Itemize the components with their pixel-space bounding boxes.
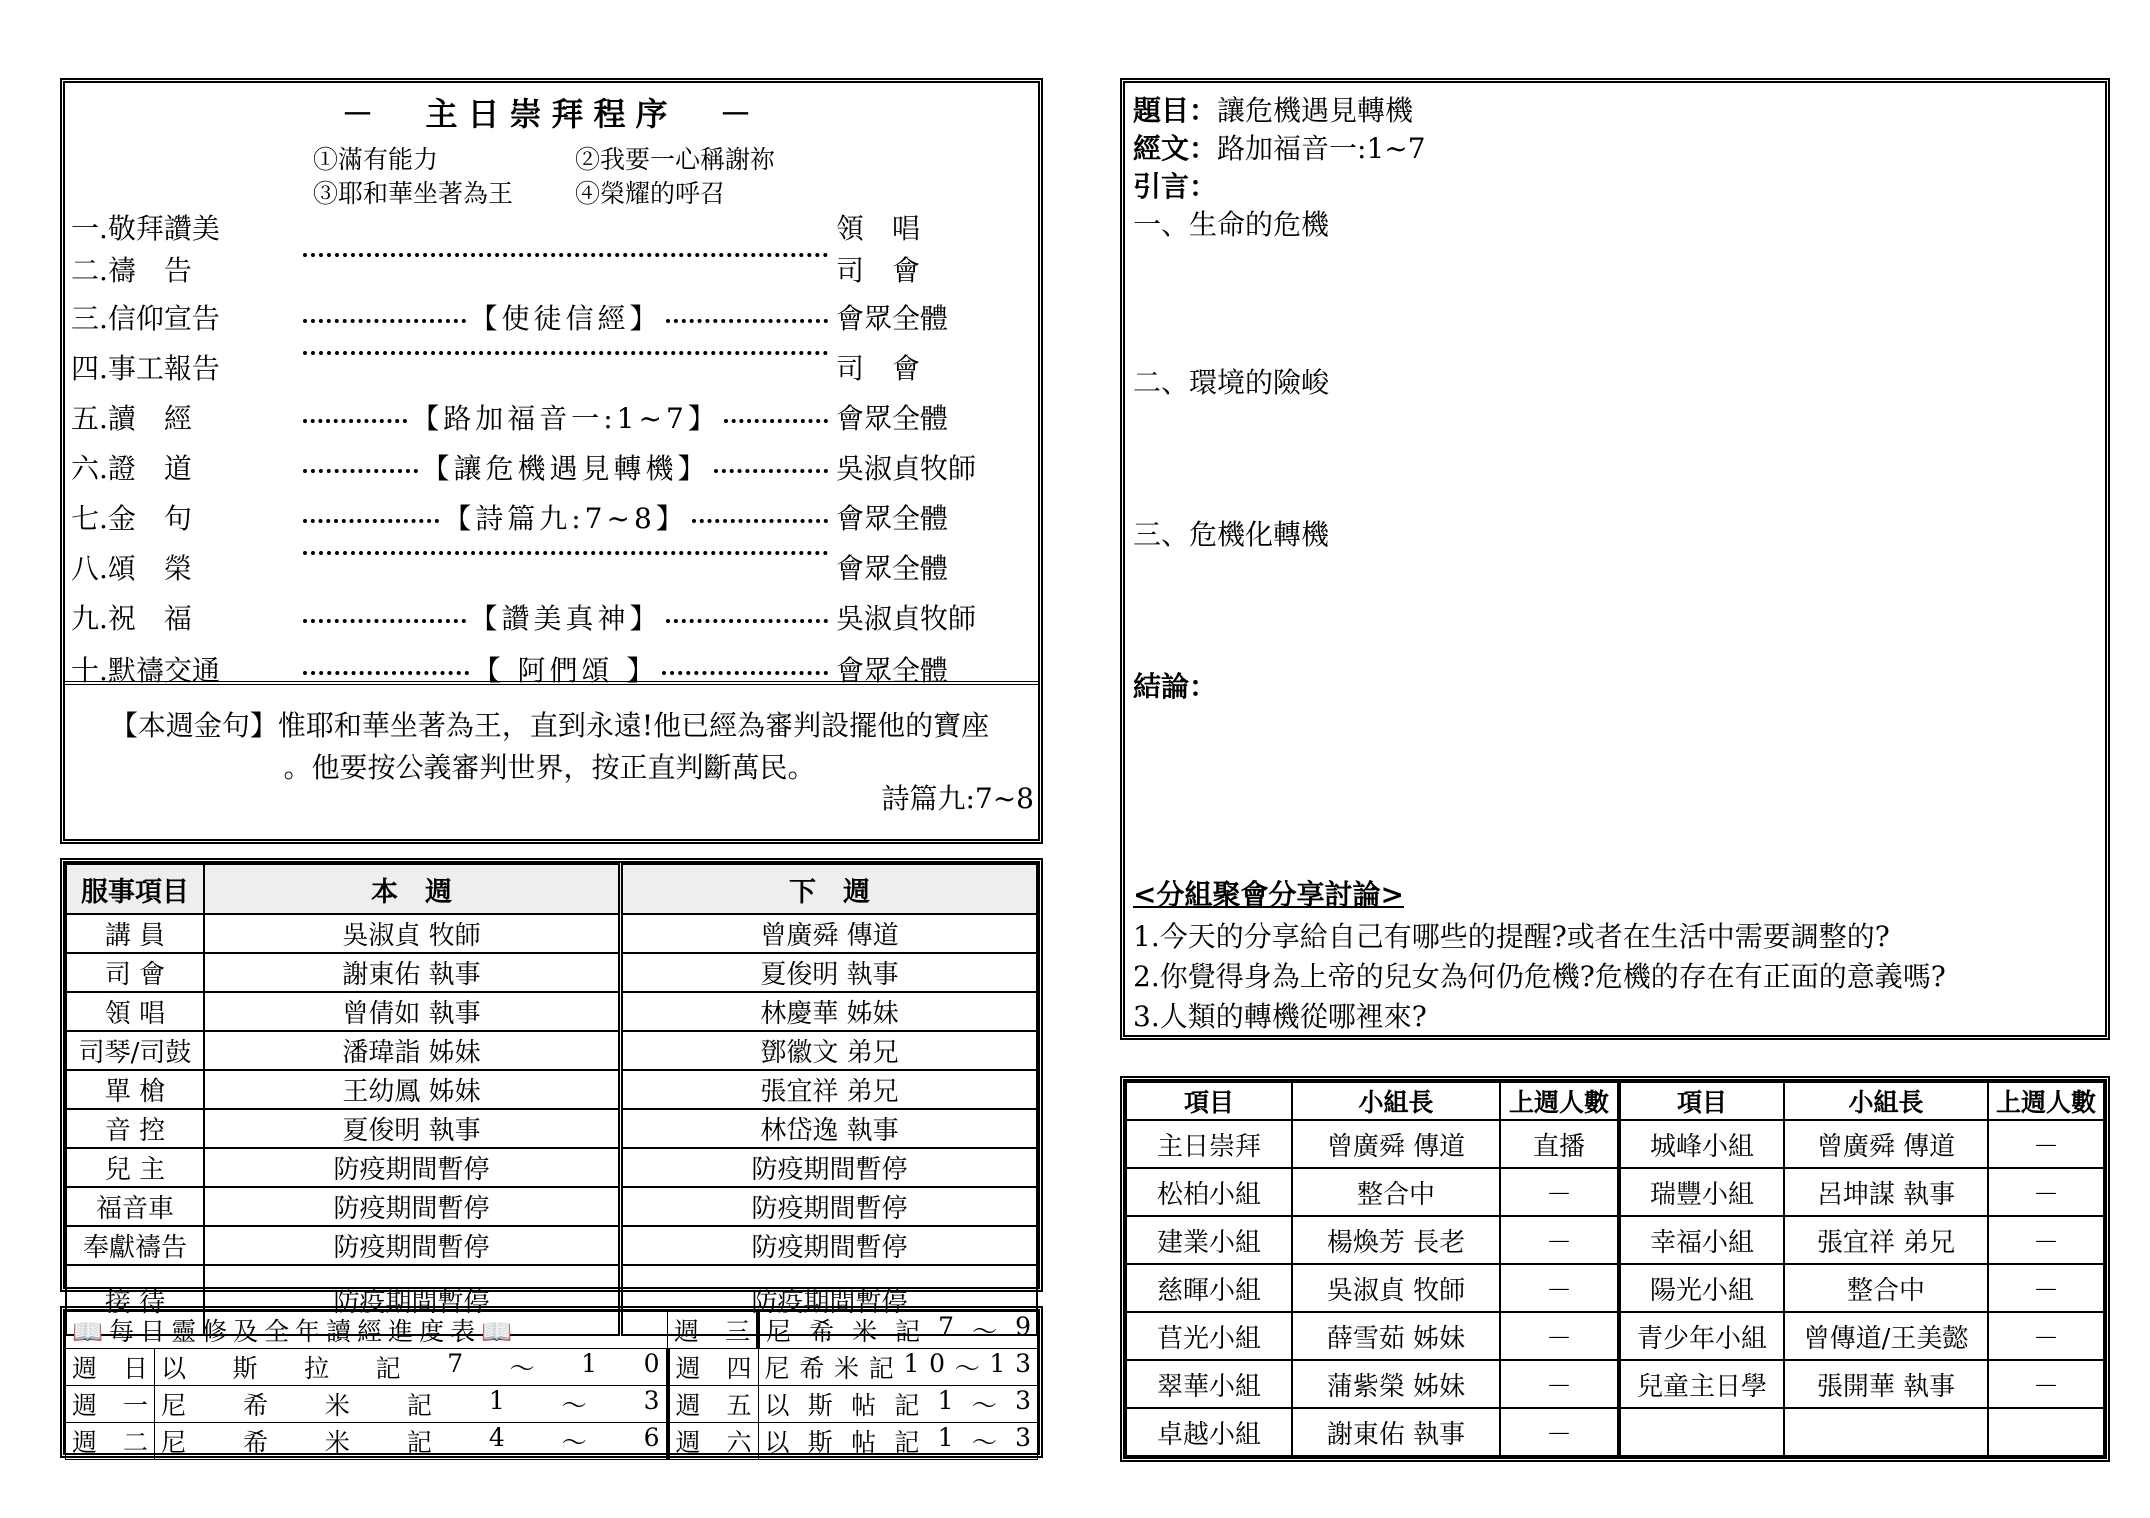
group-leader: 呂坤謀 執事 [1784, 1168, 1988, 1216]
group-item: 卓越小組 [1126, 1408, 1292, 1456]
service-item: 兒 主 [66, 1148, 204, 1187]
intro-label: 引言： [1133, 170, 1218, 203]
scripture-label: 經文： [1133, 132, 1218, 165]
reading-char: ～ [971, 1391, 997, 1420]
reading-char: 以 [161, 1354, 187, 1383]
reading-day: 週日 [66, 1349, 155, 1386]
reading-row [66, 1386, 1038, 1423]
hymn-2: ②我要一心稱謝祢 [575, 145, 776, 174]
leader-dots [714, 469, 829, 473]
topic-text: 讓危機遇見轉機 [1217, 94, 1414, 127]
reading-day: 週六 [668, 1423, 759, 1460]
reading-char: 3 [1015, 1386, 1031, 1415]
group-row [1126, 1360, 2104, 1408]
group-item: 陽光小組 [1619, 1264, 1784, 1312]
group-leader: 蒲紫榮 姊妹 [1292, 1360, 1500, 1408]
reading-char: 斯 [807, 1391, 833, 1420]
order-item-content [299, 497, 832, 537]
reading-char: 7 [447, 1349, 464, 1378]
hymn-3: ③耶和華坐著為王 [313, 179, 514, 208]
group-leader: 曾廣舜 傳道 [1784, 1120, 1988, 1168]
this-week-server: 吳淑貞 牧師 [204, 914, 621, 953]
next-week-server: 林慶華 姊妹 [621, 992, 1038, 1031]
order-item-name: 八.頌 榮 [71, 552, 192, 585]
reading-char: 斯 [807, 1428, 833, 1457]
sermon-topic [1133, 89, 1413, 129]
group-item: 建業小組 [1126, 1216, 1292, 1264]
order-item [71, 441, 1032, 487]
leader-dots [303, 519, 439, 523]
order-item-leader: 吳淑貞牧師 [836, 452, 977, 485]
order-item [71, 291, 1032, 337]
reading-char: 3 [1015, 1423, 1031, 1452]
reading-char: 米 [833, 1354, 859, 1383]
reading-char: 記 [868, 1354, 894, 1383]
group-leader: 張宜祥 弟兄 [1784, 1216, 1988, 1264]
reading-char: 帖 [851, 1428, 877, 1457]
service-item: 音 控 [66, 1109, 204, 1148]
service-item: 接 待 [66, 1265, 204, 1335]
order-item-name: 六.證 道 [71, 452, 192, 485]
leader-dots [666, 319, 829, 323]
reading-book [758, 1386, 1037, 1423]
order-item-content [299, 597, 832, 637]
header-service-item: 服事項目 [66, 864, 204, 914]
group-attendance: － [1988, 1168, 2104, 1216]
group-item: 松柏小組 [1126, 1168, 1292, 1216]
service-item: 司琴/司鼓 [66, 1031, 204, 1070]
reading-title: 📖每日靈修及全年讀經進度表📖 [66, 1312, 668, 1349]
reading-char: 1 [937, 1386, 954, 1415]
this-week-server: 謝東佑 執事 [204, 953, 621, 992]
reading-char: 1 [903, 1349, 920, 1378]
reading-char: 希 [242, 1428, 268, 1457]
reading-char: 記 [894, 1391, 920, 1420]
small-groups-panel [1120, 1076, 2110, 1462]
this-week-server: 潘瑋詣 姊妹 [204, 1031, 621, 1070]
groups-header: 上週人數 [1988, 1082, 2104, 1120]
discussion-question-2: 2.你覺得身為上帝的兒女為何仍危機?危機的存在有正面的意義嗎? [1133, 960, 1946, 993]
groups-header-row [1126, 1082, 2104, 1120]
reading-char: 米 [324, 1428, 350, 1457]
service-roster-table [65, 863, 1038, 1336]
order-item [71, 591, 1032, 637]
reading-day: 週三 [668, 1312, 759, 1349]
order-item [71, 341, 1032, 387]
service-row [66, 992, 1037, 1031]
reading-char: 4 [488, 1423, 505, 1452]
order-item-leader: 司 會 [836, 254, 921, 287]
group-item: 瑞豐小組 [1619, 1168, 1784, 1216]
reading-char: ～ [971, 1428, 997, 1457]
worship-order-panel [60, 78, 1043, 844]
group-leader: 楊煥芳 長老 [1292, 1216, 1500, 1264]
next-week-server: 鄧徽文 弟兄 [621, 1031, 1038, 1070]
order-item-detail: 【詩篇九:7~8】 [443, 502, 688, 535]
leader-dots [303, 419, 407, 423]
this-week-server: 防疫期間暫停 [204, 1148, 621, 1187]
order-item-detail: 【讓危機遇見轉機】 [421, 452, 710, 485]
groups-header: 項目 [1126, 1082, 1292, 1120]
next-week-server: 夏俊明 執事 [621, 953, 1038, 992]
order-item [71, 541, 1032, 587]
group-leader [1784, 1408, 1988, 1456]
service-row [66, 914, 1037, 953]
order-item-leader: 領 唱 [836, 212, 921, 245]
service-row [66, 1109, 1037, 1148]
reading-char: 7 [938, 1312, 955, 1341]
reading-char: 米 [852, 1317, 878, 1346]
this-week-server: 防疫期間暫停 [204, 1265, 621, 1335]
group-row [1126, 1408, 2104, 1456]
group-attendance: － [1500, 1312, 1619, 1360]
reading-book-chars [161, 1386, 660, 1422]
discussion-title: <分組聚會分享討論> [1133, 878, 1404, 911]
order-item-detail: 【讚美真神】 [469, 602, 662, 635]
next-week-server: 張宜祥 弟兄 [621, 1070, 1038, 1109]
order-item-detail: 【 阿們頌 】 [472, 654, 659, 687]
discussion-question-1: 1.今天的分享給自己有哪些的提醒?或者在生活中需要調整的? [1133, 920, 1890, 953]
service-row [66, 1187, 1037, 1226]
group-item: 兒童主日學 [1619, 1360, 1784, 1408]
leader-dots [666, 619, 829, 623]
next-week-server: 曾廣舜 傳道 [621, 914, 1038, 953]
groups-header: 小組長 [1784, 1082, 1988, 1120]
reading-char: ～ [972, 1317, 998, 1346]
group-row [1126, 1216, 2104, 1264]
service-roster-panel [60, 858, 1043, 1318]
small-groups-table [1125, 1081, 2105, 1457]
reading-char: 帖 [851, 1391, 877, 1420]
group-row [1126, 1312, 2104, 1360]
reading-char: 斯 [232, 1354, 258, 1383]
service-item: 奉獻禱告 [66, 1226, 204, 1265]
service-item: 單 槍 [66, 1070, 204, 1109]
groups-header: 上週人數 [1500, 1082, 1619, 1120]
conclusion-label: 結論： [1133, 670, 1218, 703]
reading-row [66, 1423, 1038, 1460]
reading-char: 拉 [304, 1354, 330, 1383]
order-item-leader: 吳淑貞牧師 [836, 602, 977, 635]
reading-char: 6 [643, 1423, 660, 1452]
order-item-name: 二.禱 告 [71, 254, 192, 287]
reading-book [155, 1423, 668, 1460]
header-this-week: 本 週 [204, 864, 621, 914]
next-week-server: 防疫期間暫停 [621, 1148, 1038, 1187]
worship-title: － 主日崇拜程序 － [341, 95, 762, 133]
leader-dots [692, 519, 828, 523]
order-item-detail: 【路加福音一:1~7】 [411, 402, 720, 435]
topic-label: 題目： [1133, 94, 1218, 127]
service-item: 講 員 [66, 914, 204, 953]
group-item: 翠華小組 [1126, 1360, 1292, 1408]
leader-dots [724, 419, 828, 423]
group-attendance: 直播 [1500, 1120, 1619, 1168]
reading-day: 週二 [66, 1423, 155, 1460]
reading-char: 0 [643, 1349, 660, 1378]
order-item-name: 十.默禱交通 [71, 654, 220, 687]
reading-book-chars [161, 1349, 660, 1385]
order-item-content [299, 347, 832, 351]
reading-char: ～ [509, 1354, 535, 1383]
reading-char: 記 [406, 1391, 432, 1420]
leader-dots [303, 469, 418, 473]
this-week-server: 防疫期間暫停 [204, 1226, 621, 1265]
leader-dots [303, 319, 466, 323]
reading-book-chars [765, 1423, 1031, 1459]
reading-book [155, 1349, 668, 1386]
service-row [66, 953, 1037, 992]
order-item-leader: 會眾全體 [836, 302, 949, 335]
sermon-notes-panel [1120, 78, 2110, 1040]
reading-char: 尼 [161, 1391, 187, 1420]
reading-char: 希 [809, 1317, 835, 1346]
reading-day: 週五 [668, 1386, 759, 1423]
group-leader: 張開華 執事 [1784, 1360, 1988, 1408]
reading-char: 3 [1015, 1349, 1031, 1378]
order-item-leader: 會眾全體 [836, 502, 949, 535]
group-attendance: － [1988, 1312, 2104, 1360]
order-item [71, 243, 1032, 289]
reading-char: 3 [643, 1386, 660, 1415]
group-attendance: － [1988, 1360, 2104, 1408]
reading-char: 尼 [161, 1428, 187, 1457]
scripture-text: 路加福音一:1~7 [1217, 132, 1426, 165]
order-item-name: 四.事工報告 [71, 352, 220, 385]
order-item [71, 491, 1032, 537]
group-item: 苢光小組 [1126, 1312, 1292, 1360]
this-week-server: 曾倩如 執事 [204, 992, 621, 1031]
order-item-content [299, 397, 832, 437]
service-header-row [66, 864, 1037, 914]
reading-char: 記 [406, 1428, 432, 1457]
reading-char: 記 [895, 1317, 921, 1346]
group-attendance: － [1500, 1408, 1619, 1456]
order-item-name: 一.敬拜讚美 [71, 212, 220, 245]
order-item-leader: 會眾全體 [836, 402, 949, 435]
order-item-leader: 會眾全體 [836, 552, 949, 585]
weekly-verse-line-1: 【本週金句】惟耶和華坐著為王，直到永遠!他已經為審判設擺他的寶座 [109, 709, 990, 742]
service-item: 福音車 [66, 1187, 204, 1226]
group-row [1126, 1168, 2104, 1216]
reading-char: 希 [799, 1354, 825, 1383]
reading-char: 尼 [764, 1354, 790, 1383]
next-week-server: 林岱逸 執事 [621, 1109, 1038, 1148]
hymn-4: ④榮耀的呼召 [575, 179, 726, 208]
reading-char: ～ [561, 1428, 587, 1457]
hymn-1: ①滿有能力 [313, 145, 439, 174]
this-week-server: 王幼鳳 姊妹 [204, 1070, 621, 1109]
order-item-name: 三.信仰宣告 [71, 302, 220, 335]
group-row [1126, 1120, 2104, 1168]
weekly-verse-reference: 詩篇九:7~8 [881, 782, 1034, 815]
service-row [66, 1226, 1037, 1265]
this-week-server: 夏俊明 執事 [204, 1109, 621, 1148]
group-item: 主日崇拜 [1126, 1120, 1292, 1168]
order-item-leader: 司 會 [836, 352, 921, 385]
leader-dots [303, 351, 828, 355]
reading-book [155, 1386, 668, 1423]
group-leader: 謝東佑 執事 [1292, 1408, 1500, 1456]
reading-char: 9 [1015, 1312, 1031, 1341]
reading-char: 以 [764, 1391, 790, 1420]
reading-char: ～ [954, 1354, 980, 1383]
reading-book [758, 1312, 1037, 1349]
reading-char: 1 [937, 1423, 954, 1452]
reading-schedule-panel [60, 1306, 1043, 1458]
group-row [1126, 1264, 2104, 1312]
order-item-leader: 會眾全體 [836, 654, 949, 687]
group-attendance: － [1988, 1120, 2104, 1168]
sermon-intro [1133, 165, 1217, 205]
weekly-verse-line-2: 。他要按公義審判世界，按正直判斷萬民。 [283, 751, 816, 784]
reading-day: 週四 [668, 1349, 759, 1386]
header-next-week: 下 週 [621, 864, 1038, 914]
group-leader: 整合中 [1784, 1264, 1988, 1312]
reading-book [758, 1349, 1037, 1386]
reading-char: ～ [561, 1391, 587, 1420]
reading-day: 週一 [66, 1386, 155, 1423]
sermon-point-1: 一、生命的危機 [1133, 208, 1330, 241]
next-week-server: 防疫期間暫停 [621, 1265, 1038, 1335]
reading-char: 0 [929, 1349, 945, 1378]
sermon-scripture [1133, 127, 1426, 167]
order-item-name: 七.金 句 [71, 502, 192, 535]
order-item-name: 五.讀 經 [71, 402, 192, 435]
service-item: 領 唱 [66, 992, 204, 1031]
next-week-server: 防疫期間暫停 [621, 1226, 1038, 1265]
reading-row [66, 1349, 1038, 1386]
group-attendance: － [1500, 1360, 1619, 1408]
group-leader: 曾傳道/王美懿 [1784, 1312, 1988, 1360]
leader-dots [303, 671, 469, 675]
sermon-conclusion [1133, 665, 1217, 705]
reading-char: 希 [242, 1391, 268, 1420]
group-attendance: － [1988, 1216, 2104, 1264]
reading-char: 1 [581, 1349, 598, 1378]
reading-char: 尼 [766, 1317, 792, 1346]
reading-char: 以 [764, 1428, 790, 1457]
order-item [71, 391, 1032, 437]
groups-header: 項目 [1619, 1082, 1784, 1120]
reading-book-chars [765, 1349, 1031, 1385]
group-leader: 曾廣舜 傳道 [1292, 1120, 1500, 1168]
order-item-name: 九.祝 福 [71, 602, 192, 635]
reading-schedule-table [65, 1311, 1038, 1460]
group-leader: 薛雪茹 姊妹 [1292, 1312, 1500, 1360]
order-item-content [299, 249, 832, 253]
order-item [71, 201, 1032, 247]
reading-char: 記 [894, 1428, 920, 1457]
service-row [66, 1031, 1037, 1070]
order-item-detail: 【使徒信經】 [469, 302, 662, 335]
service-row [66, 1148, 1037, 1187]
group-attendance: － [1500, 1216, 1619, 1264]
group-attendance [1988, 1408, 2104, 1456]
service-row [66, 1070, 1037, 1109]
group-leader: 整合中 [1292, 1168, 1500, 1216]
order-item-content [299, 447, 832, 487]
this-week-server: 防疫期間暫停 [204, 1187, 621, 1226]
reading-book-chars [161, 1423, 660, 1459]
reading-row [66, 1312, 1038, 1349]
next-week-server: 防疫期間暫停 [621, 1187, 1038, 1226]
reading-book [758, 1423, 1037, 1460]
group-item: 幸福小組 [1619, 1216, 1784, 1264]
groups-header: 小組長 [1292, 1082, 1500, 1120]
discussion-question-3: 3.人類的轉機從哪裡來? [1133, 1000, 1427, 1033]
leader-dots [303, 619, 466, 623]
group-item: 城峰小組 [1619, 1120, 1784, 1168]
reading-char: 米 [324, 1391, 350, 1420]
group-item [1619, 1408, 1784, 1456]
group-leader: 吳淑貞 牧師 [1292, 1264, 1500, 1312]
reading-char: 1 [989, 1349, 1006, 1378]
leader-dots [303, 551, 828, 555]
reading-book-chars [766, 1312, 1031, 1348]
sermon-point-3: 三、危機化轉機 [1133, 518, 1330, 551]
group-attendance: － [1500, 1168, 1619, 1216]
reading-char: 1 [488, 1386, 505, 1415]
service-item: 司 會 [66, 953, 204, 992]
order-item-content [299, 547, 832, 551]
leader-dots [303, 253, 828, 257]
leader-dots [662, 671, 828, 675]
order-item-content [299, 297, 832, 337]
group-item: 青少年小組 [1619, 1312, 1784, 1360]
group-attendance: － [1988, 1264, 2104, 1312]
group-attendance: － [1500, 1264, 1619, 1312]
reading-char: 記 [375, 1354, 401, 1383]
weekly-verse-box [65, 681, 1038, 839]
group-item: 慈暉小組 [1126, 1264, 1292, 1312]
sermon-point-2: 二、環境的險峻 [1133, 366, 1330, 399]
reading-book-chars [765, 1386, 1031, 1422]
